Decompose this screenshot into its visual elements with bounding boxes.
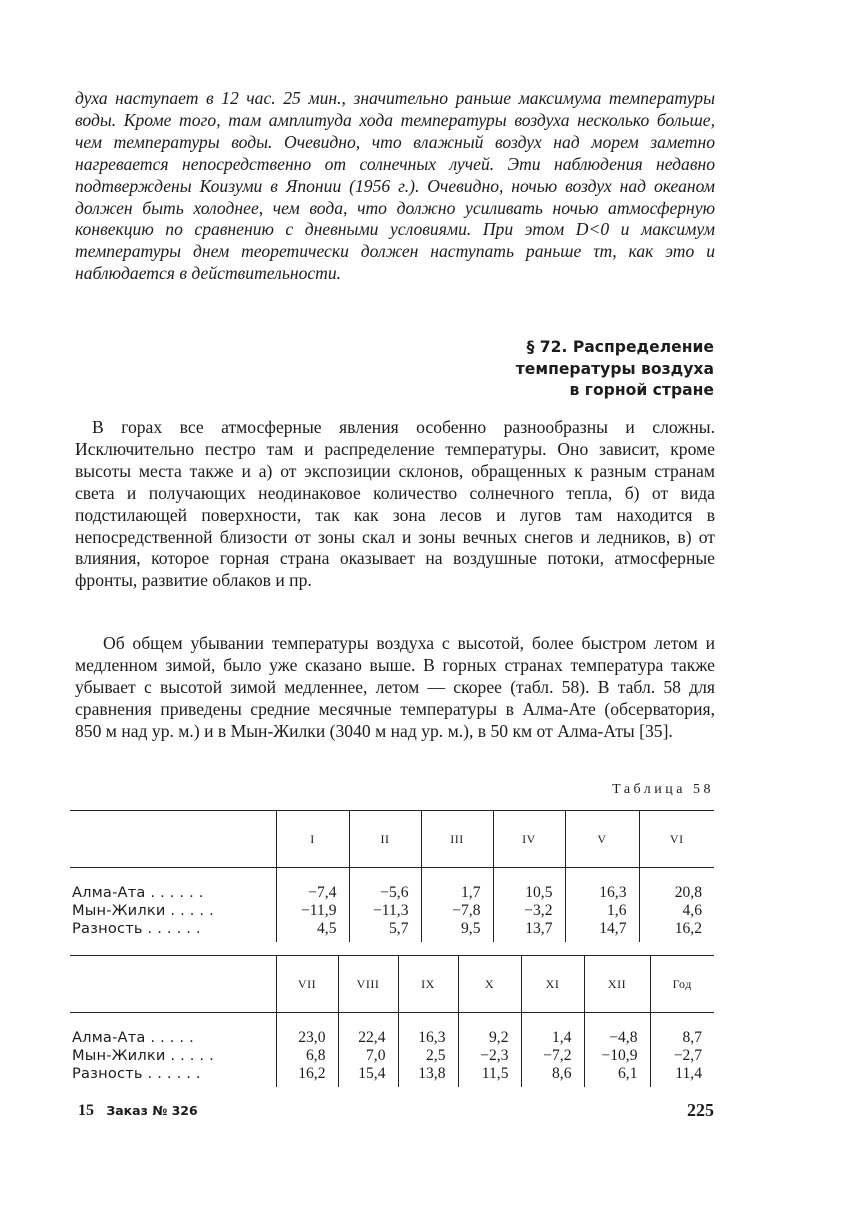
table-cell: 1,7 — [421, 868, 493, 903]
table-row — [70, 902, 714, 920]
table-cell: 23,0 — [276, 1013, 338, 1048]
table-cell: −7,4 — [276, 868, 349, 903]
table-cell: 13,7 — [493, 920, 565, 942]
row-label: Мын-Жилки . . . . . — [72, 902, 214, 919]
month-header: VII — [276, 956, 338, 1013]
temperature-table-jan-jun — [70, 810, 714, 942]
table-cell: −3,2 — [493, 902, 565, 920]
order-number: Заказ № 326 — [106, 1103, 198, 1118]
printer-signature — [78, 1102, 198, 1120]
row-label: Разность . . . . . . — [72, 1065, 201, 1082]
table-cell: 10,5 — [493, 868, 565, 903]
month-header: XII — [584, 956, 650, 1013]
table-cell: −7,2 — [521, 1047, 584, 1065]
paragraph-mountain-phenomena: В горах все атмосферные явления особенно разнообразны и сложны. Исключительно пестро там и распределение температуры. Оно зависит, кроме высоты места также и а) от экспозиции склонов, обращенных к разным странам света и получающих неодинаковое количество солнечного тепла, б) от вида подстилающей поверхности, так как зона лесов и лугов там находится в непосредственной близости от зоны скал и зоны вечных снегов и ледников, в) от влияния, которое горная страна оказывает на воздушные потоки, атмосферные фронты, развитие облаков и пр. — [75, 417, 715, 591]
table-cell: 13,8 — [398, 1065, 458, 1087]
table-row — [70, 1013, 714, 1048]
table-row — [70, 920, 714, 942]
table-cell: 7,0 — [338, 1047, 398, 1065]
table-cell: 11,5 — [458, 1065, 521, 1087]
row-label: Алма-Ата . . . . . . — [72, 884, 204, 901]
page-number: 225 — [687, 1100, 714, 1120]
table-row — [70, 1065, 714, 1087]
signature-number: 15 — [78, 1102, 94, 1119]
month-header: V — [565, 811, 639, 868]
paragraph-continuation: духа наступает в 12 час. 25 мин., значительно раньше максимума температуры воды. Кроме того, там амплитуда хода температуры воздуха несколько больше, чем температуры воды. Очевидно, что влажный воздух над морем заметно нагревается непосредственно от солнечных лучей. Эти наблюдения недавно подтверждены Коизуми в Японии (1956 г.). Очевидно, ночью воздух над океаном должен быть холоднее, чем вода, что должно усиливать ночью атмосферную конвекцию по сравнению с дневными условиями. При этом D<0 и максимум температуры днем теоретически должен наступать раньше τm, как это и наблюдается в действительности. — [75, 88, 715, 284]
table-cell: 16,3 — [398, 1013, 458, 1048]
table-cell: −11,9 — [276, 902, 349, 920]
month-header: III — [421, 811, 493, 868]
table-row — [70, 868, 714, 903]
table-header-row — [70, 811, 714, 868]
table-cell: 16,2 — [276, 1065, 338, 1087]
table-cell: 5,7 — [349, 920, 421, 942]
month-header: II — [349, 811, 421, 868]
table-cell: 2,5 — [398, 1047, 458, 1065]
row-label: Мын-Жилки . . . . . — [72, 1047, 214, 1064]
year-header: Год — [650, 956, 714, 1013]
table-cell: 20,8 — [639, 868, 714, 903]
section-heading-line: § 72. Распределение — [526, 338, 714, 356]
row-label: Алма-Ата . . . . . — [72, 1029, 194, 1046]
table-cell: 15,4 — [338, 1065, 398, 1087]
table-cell: 9,2 — [458, 1013, 521, 1048]
table-cell: 4,5 — [276, 920, 349, 942]
table-cell: 9,5 — [421, 920, 493, 942]
table-row — [70, 1047, 714, 1065]
table-cell: 22,4 — [338, 1013, 398, 1048]
table-header-corner — [70, 956, 276, 1013]
paragraph-temperature-decrease: Об общем убывании температуры воздуха с высотой, более быстром летом и медленном зимой, было уже сказано выше. В горных странах температура также убывает с высотой зимой медленнее, летом — скорее (табл. 58). В табл. 58 для сравнения приведены средние месячные температуры в Алма-Ате (обсерватория, 850 м над ур. м.) и в Мын-Жилки (3040 м над ур. м.), в 50 км от Алма-Аты [35]. — [75, 633, 715, 741]
table-cell: 8,6 — [521, 1065, 584, 1087]
table-header-corner — [70, 811, 276, 868]
temperature-table-jul-dec — [70, 955, 714, 1087]
month-header: VIII — [338, 956, 398, 1013]
month-header: I — [276, 811, 349, 868]
table-cell: 14,7 — [565, 920, 639, 942]
table-caption: Таблица 58 — [612, 782, 714, 797]
table-cell: −2,7 — [650, 1047, 714, 1065]
table-cell: 1,4 — [521, 1013, 584, 1048]
table-cell: −2,3 — [458, 1047, 521, 1065]
table-cell: 16,3 — [565, 868, 639, 903]
table-cell: −11,3 — [349, 902, 421, 920]
table-cell: −4,8 — [584, 1013, 650, 1048]
month-header: VI — [639, 811, 714, 868]
table-cell: 11,4 — [650, 1065, 714, 1087]
section-heading — [434, 337, 714, 402]
table-cell: −5,6 — [349, 868, 421, 903]
table-header-row — [70, 956, 714, 1013]
table-cell: 4,6 — [639, 902, 714, 920]
table-cell: 6,8 — [276, 1047, 338, 1065]
section-heading-line: в горной стране — [569, 381, 714, 399]
month-header: XI — [521, 956, 584, 1013]
month-header: X — [458, 956, 521, 1013]
section-heading-line: температуры воздуха — [515, 359, 714, 378]
table-cell: 6,1 — [584, 1065, 650, 1087]
month-header: IX — [398, 956, 458, 1013]
table-cell: −7,8 — [421, 902, 493, 920]
table-cell: 1,6 — [565, 902, 639, 920]
table-cell: −10,9 — [584, 1047, 650, 1065]
table-cell: 8,7 — [650, 1013, 714, 1048]
month-header: IV — [493, 811, 565, 868]
row-label: Разность . . . . . . — [72, 920, 201, 937]
table-cell: 16,2 — [639, 920, 714, 942]
